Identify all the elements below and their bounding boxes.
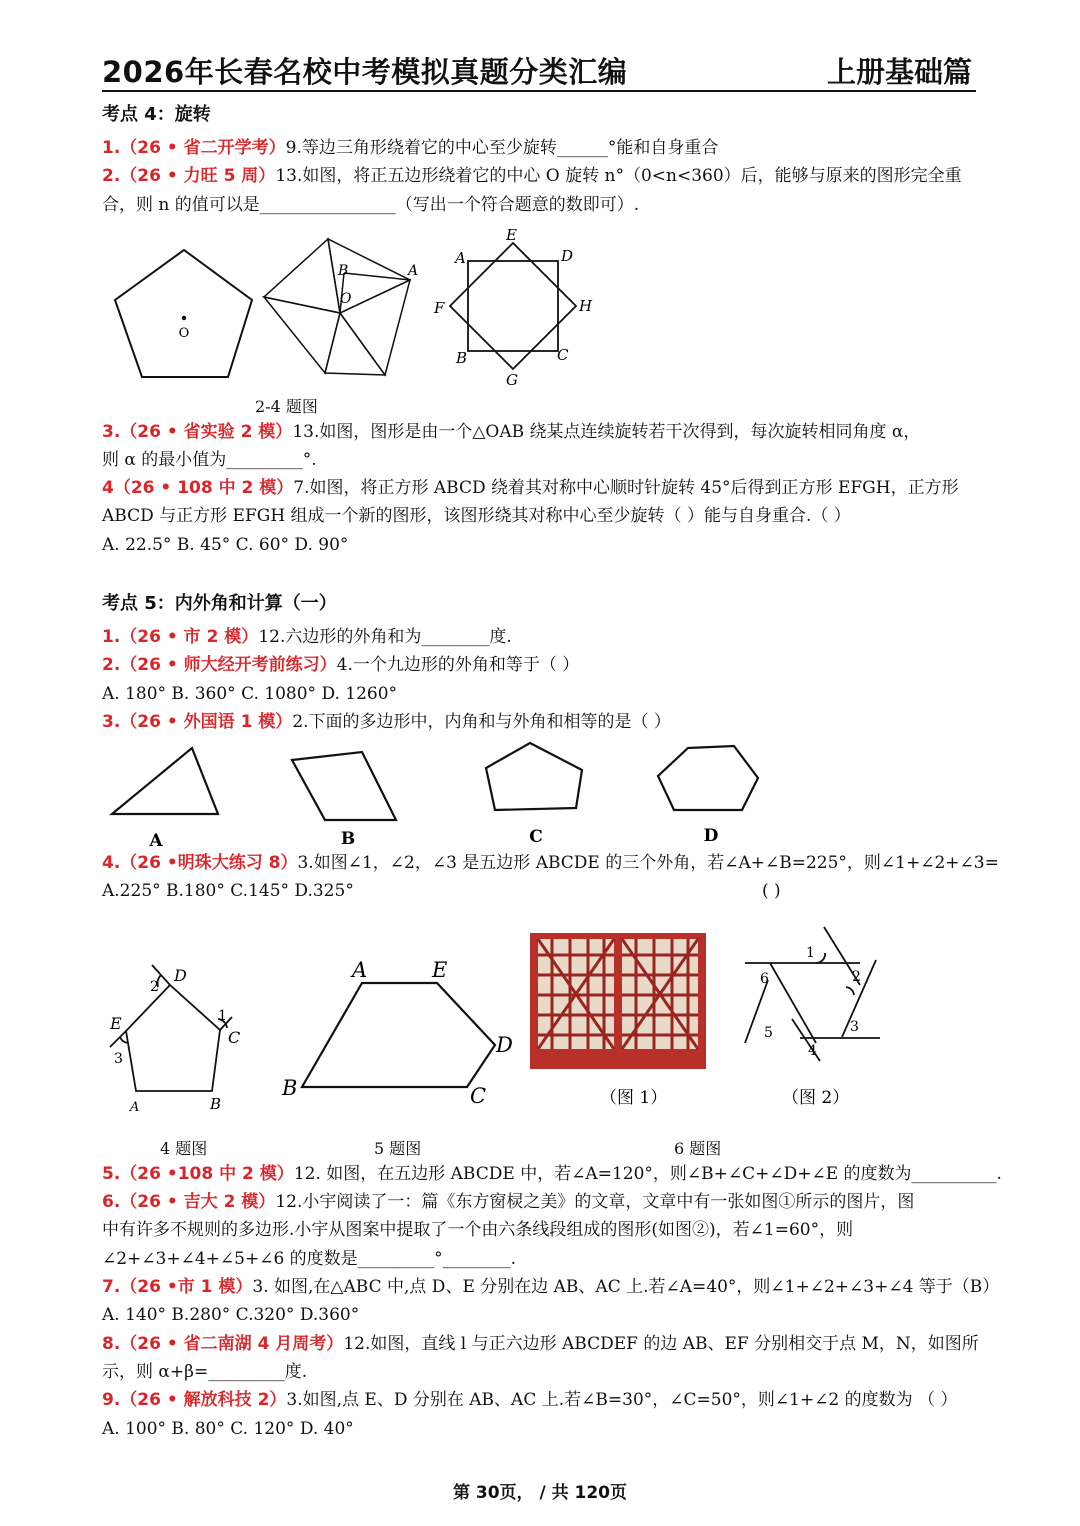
fig4-label-1: 1 <box>218 1008 227 1024</box>
volume-label: 上册基础篇 <box>826 55 972 89</box>
section-title-angles: 考点 5：内外角和计算（一） <box>102 593 337 614</box>
square-label-f: F <box>434 299 445 317</box>
question-text: 12.如图，直线 l 与正六边形 ABCDEF 的边 AB、EF 分别相交于点 M，N，如图所 <box>343 1334 979 1354</box>
fig5-label-e: E <box>432 958 448 982</box>
question-4-4-options: A. 22.5° B. 45° C. 60° D. 90° <box>102 535 349 555</box>
fig5-label-a: A <box>352 958 368 982</box>
quadrilateral-shape <box>292 752 396 820</box>
figure-caption-4: 4 题图 <box>160 1139 208 1158</box>
question-source: 8.（26 • 省二南湖 4 月周考） <box>102 1334 344 1354</box>
shape-label-a: A <box>149 831 163 850</box>
question-source: 2.（26 • 师大经开考前练习） <box>102 655 337 675</box>
rotation-figures <box>100 225 620 395</box>
section-title-rotation: 考点 4：旋转 <box>102 104 211 125</box>
fig4-label-a: A <box>130 1100 140 1115</box>
polygon-choices <box>100 738 780 850</box>
fig4-label-c: C <box>228 1028 241 1047</box>
question-text: 3.如图∠1，∠2，∠3 是五边形 ABCDE 的三个外角，若∠A+∠B=225°，则∠1+∠2+∠3= <box>297 853 999 873</box>
question-source: 1.（26 • 市 2 模） <box>102 627 259 647</box>
question-5-9 <box>102 1390 957 1410</box>
figure-caption-6: 6 题图 <box>674 1139 722 1158</box>
question-4-3 <box>102 422 920 442</box>
question-4-4 <box>102 478 959 498</box>
question-source: 6.（26 • 吉大 2 模） <box>102 1192 276 1212</box>
question-5-6-cont2: ∠2+∠3+∠4+∠5+∠6 的度数是_________°________. <box>102 1249 517 1269</box>
shape-label-c: C <box>529 827 543 847</box>
triangle-shape <box>112 748 218 814</box>
fig6-label-5: 5 <box>764 1025 773 1041</box>
pentagon-exterior-angles <box>110 965 232 1091</box>
header-rule <box>102 90 976 92</box>
question-text: 3. 如图,在△ABC 中,点 D、E 分别在边 AB、AC 上.若∠A=40°，则∠1+∠2+∠3+∠4 等于（B） <box>252 1277 1000 1297</box>
window-photo <box>530 933 706 1069</box>
question-text: 12.六边形的外角和为________度. <box>258 627 512 647</box>
hexagon-shape <box>658 746 758 810</box>
question-5-5 <box>102 1164 1002 1184</box>
fig6-caption-2: （图 2） <box>782 1088 850 1108</box>
question-source: 4.（26 •明珠大练习 8） <box>102 853 298 873</box>
figure-caption-5: 5 题图 <box>374 1139 422 1158</box>
question-5-6-cont: 中有许多不规则的多边形.小宇从图案中提取了一个由六条线段组成的图形(如图②)，若∠1=60°，则 <box>102 1220 854 1240</box>
question-5-8 <box>102 1334 979 1354</box>
fig6-label-2: 2 <box>852 969 861 985</box>
question-4-3-cont: 则 α 的最小值为_________°. <box>102 450 317 470</box>
question-text: 2.下面的多边形中，内角和与外角和相等的是（ ） <box>292 712 671 732</box>
question-text: 13.如图，将正五边形绕着它的中心 O 旋转 n°（0<n<360）后，能够与原来的图形完全重 <box>275 166 962 186</box>
question-5-4 <box>102 853 999 873</box>
document-title: 2026年长春名校中考模拟真题分类汇编 <box>102 55 628 89</box>
shape-label-b: B <box>340 829 356 849</box>
question-5-6 <box>102 1192 914 1212</box>
center-point <box>182 316 186 320</box>
square-label-b: B <box>456 349 468 367</box>
square-label-d: D <box>561 247 574 265</box>
question-5-2-options: A. 180° B. 360° C. 1080° D. 1260° <box>102 684 398 704</box>
question-5-8-cont: 示，则 α+β=_________度. <box>102 1362 308 1382</box>
fig4-label-d: D <box>174 966 187 985</box>
question-5-2 <box>102 655 579 675</box>
figure-caption-2-4: 2-4 题图 <box>255 397 318 416</box>
question-text: 12.小宇阅读了一：篇《东方窗棂之美》的文章，文章中有一张如图①所示的图片，图 <box>275 1192 915 1212</box>
question-text: 13.如图，图形是由一个△OAB 绕某点连续旋转若干次得到，每次旋转相同角度 α， <box>292 422 921 442</box>
square-label-e: E <box>506 226 517 244</box>
question-source: 7.（26 •市 1 模） <box>102 1277 253 1297</box>
fig5-label-d: D <box>496 1033 513 1057</box>
page-footer: 第 30页， / 共 120页 <box>452 1483 628 1503</box>
square-label-a: A <box>455 249 466 267</box>
answer-paren: ( ) <box>762 881 781 901</box>
question-4-2-cont: 合，则 n 的值可以是________________（写出一个符合题意的数即可）. <box>102 195 640 215</box>
star-label-o: O <box>340 291 352 307</box>
fig6-caption-1: （图 1） <box>600 1088 668 1108</box>
question-source: 5.（26 •108 中 2 模） <box>102 1164 294 1184</box>
fig6-label-4: 4 <box>808 1043 817 1059</box>
square-label-g: G <box>506 371 518 389</box>
rotated-triangles-star <box>264 239 410 375</box>
question-source: 2.（26 • 力旺 5 周） <box>102 166 276 186</box>
square-label-h: H <box>579 297 593 315</box>
fig4-label-3: 3 <box>114 1051 123 1067</box>
square-label-c: C <box>557 346 569 364</box>
pentagon-abcde <box>302 983 495 1087</box>
question-text: 4.一个九边形的外角和等于（ ） <box>336 655 580 675</box>
question-source: 1.（26 • 省二开学考） <box>102 138 286 158</box>
question-5-7 <box>102 1277 999 1297</box>
question-4-1 <box>102 138 718 158</box>
question-5-9-options: A. 100° B. 80° C. 120° D. 40° <box>102 1419 354 1439</box>
question-text: 7.如图，将正方形 ABCD 绕着其对称中心顺时针旋转 45°后得到正方形 EFGH，正方形 <box>293 478 959 498</box>
question-source: 3.（26 • 省实验 2 模） <box>102 422 293 442</box>
question-5-1 <box>102 627 512 647</box>
fig6-label-3: 3 <box>850 1019 859 1035</box>
question-4-4-cont: ABCD 与正方形 EFGH 组成一个新的图形，该图形绕其对称中心至少旋转（ ）能与自身重合.（ ） <box>102 506 851 526</box>
pentagon-shape <box>486 743 582 810</box>
fig6-label-6: 6 <box>760 971 769 987</box>
question-5-7-options: A. 140° B.280° C.320° D.360° <box>102 1305 360 1325</box>
angle-figures <box>100 925 890 1130</box>
question-5-3 <box>102 712 671 732</box>
question-source: 4（26 • 108 中 2 模） <box>102 478 294 498</box>
question-source: 3.（26 • 外国语 1 模） <box>102 712 293 732</box>
fig4-label-2: 2 <box>150 979 159 995</box>
question-text: 12. 如图，在五边形 ABCDE 中，若∠A=120°，则∠B+∠C+∠D+∠E 的度数为__________. <box>293 1164 1002 1184</box>
question-text: 9.等边三角形绕着它的中心至少旋转______°能和自身重合 <box>285 138 719 158</box>
star-label-a: A <box>408 263 419 279</box>
fig4-label-b: B <box>210 1095 222 1113</box>
pentagon-center-label: O <box>178 326 190 341</box>
fig5-label-c: C <box>470 1084 487 1108</box>
shape-label-d: D <box>703 826 719 846</box>
fig4-label-e: E <box>110 1014 122 1033</box>
regular-pentagon <box>115 250 252 377</box>
question-source: 9.（26 • 解放科技 2） <box>102 1390 287 1410</box>
fig5-label-b: B <box>282 1076 298 1100</box>
question-4-2 <box>102 166 962 186</box>
question-text: 3.如图,点 E、D 分别在 AB、AC 上.若∠B=30°，∠C=50°，则∠1+∠2 的度数为 （ ） <box>286 1390 958 1410</box>
star-label-b: B <box>338 263 349 279</box>
question-5-4-options: A.225° B.180° C.145° D.325° <box>102 881 354 901</box>
fig6-label-1: 1 <box>806 945 815 961</box>
